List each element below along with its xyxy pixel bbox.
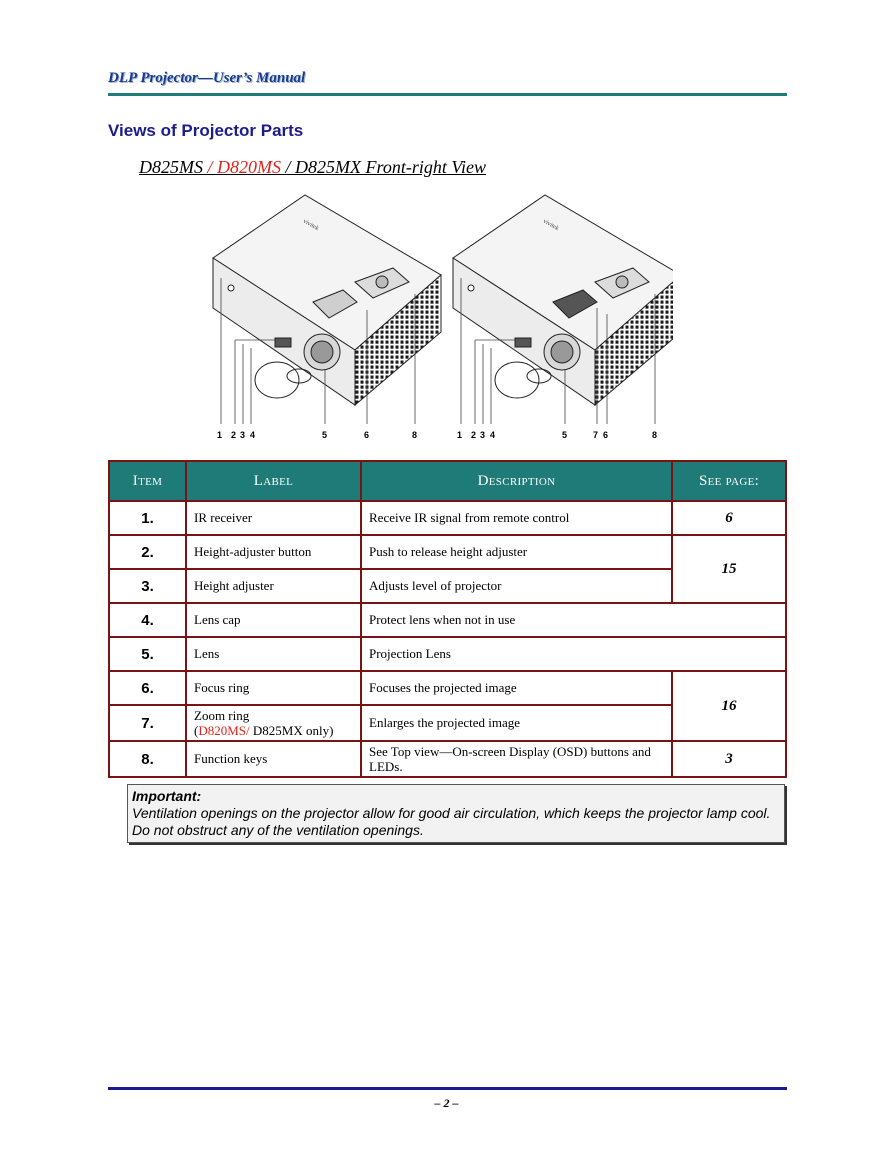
callout-label: 5	[562, 430, 568, 440]
svg-text:vivitek: vivitek	[302, 218, 320, 233]
item-description: Push to release height adjuster	[361, 535, 672, 569]
see-page: 15	[672, 535, 786, 603]
column-header-description: Description	[361, 461, 672, 501]
item-label: Height adjuster	[186, 569, 361, 603]
item-label: Lens cap	[186, 603, 361, 637]
callout-labels-left	[217, 430, 417, 440]
item-number: 2.	[109, 535, 186, 569]
callout-label: 7	[593, 430, 599, 440]
item-number: 1.	[109, 501, 186, 535]
item-number: 6.	[109, 671, 186, 705]
item-label: IR receiver	[186, 501, 361, 535]
note-title: Important:	[132, 788, 202, 804]
callout-label: 8	[412, 430, 418, 440]
item-description: Enlarges the projected image	[361, 705, 672, 741]
see-page: 3	[672, 741, 786, 777]
header-rule	[108, 93, 787, 96]
item-number: 4.	[109, 603, 186, 637]
note-text: Ventilation openings on the projector allow for good air circulation, which keeps the projector lamp cool. Do not obstruct any of the ventilation openings.	[132, 805, 771, 838]
callout-label: 3	[480, 430, 486, 440]
table-row	[109, 603, 786, 637]
callout-label: 6	[364, 430, 370, 440]
caption-model-1: D825MS	[139, 157, 208, 177]
see-page: 6	[672, 501, 786, 535]
figure-caption	[139, 157, 486, 178]
see-page: 16	[672, 671, 786, 741]
item-number: 3.	[109, 569, 186, 603]
table-row	[109, 637, 786, 671]
column-header-label: Label	[186, 461, 361, 501]
important-note	[127, 784, 785, 843]
callout-labels-right	[457, 430, 657, 440]
callout-label: 2	[231, 430, 237, 440]
table-row	[109, 671, 786, 705]
item-label-main: Zoom ring	[194, 708, 250, 723]
callout-label: 8	[652, 430, 658, 440]
item-label	[186, 705, 361, 741]
callout-label: 3	[240, 430, 246, 440]
item-description: Focuses the projected image	[361, 671, 672, 705]
parts-table	[108, 460, 787, 778]
callout-label: 6	[603, 430, 609, 440]
callout-label: 1	[457, 430, 463, 440]
item-number: 8.	[109, 741, 186, 777]
item-description: See Top view—On-screen Display (OSD) buttons and LEDs.	[361, 741, 672, 777]
item-number: 5.	[109, 637, 186, 671]
item-label-model: D820MS/	[198, 723, 250, 738]
callout-label: 5	[322, 430, 328, 440]
table-row	[109, 741, 786, 777]
item-number: 7.	[109, 705, 186, 741]
table-row	[109, 535, 786, 569]
item-description: Projection Lens	[361, 637, 786, 671]
item-label: Focus ring	[186, 671, 361, 705]
item-label: Function keys	[186, 741, 361, 777]
item-label-paren: (	[194, 723, 199, 738]
item-label: Lens	[186, 637, 361, 671]
item-description: Adjusts level of projector	[361, 569, 672, 603]
callout-label: 4	[250, 430, 256, 440]
footer-rule	[108, 1087, 787, 1090]
column-header-item: Item	[109, 461, 186, 501]
caption-model-3: / D825MX Front-right View	[281, 157, 486, 177]
table-header-row	[109, 461, 786, 501]
projector-right-drawing	[453, 195, 673, 405]
projector-left-drawing	[213, 195, 441, 405]
callout-label: 4	[490, 430, 496, 440]
item-description: Protect lens when not in use	[361, 603, 786, 637]
caption-model-2: / D820MS	[207, 157, 281, 177]
callout-label: 1	[217, 430, 223, 440]
callout-label: 2	[471, 430, 477, 440]
item-description: Receive IR signal from remote control	[361, 501, 672, 535]
projector-front-right-figure	[205, 190, 673, 442]
running-header: DLP Projector—User’s Manual	[108, 70, 306, 86]
table-row	[109, 501, 786, 535]
column-header-see-page: See page:	[672, 461, 786, 501]
page-number: – 2 –	[434, 1096, 459, 1110]
svg-text:vivitek: vivitek	[542, 218, 560, 233]
item-label: Height-adjuster button	[186, 535, 361, 569]
section-title: Views of Projector Parts	[108, 121, 304, 140]
item-label-tail: D825MX only)	[249, 723, 334, 738]
